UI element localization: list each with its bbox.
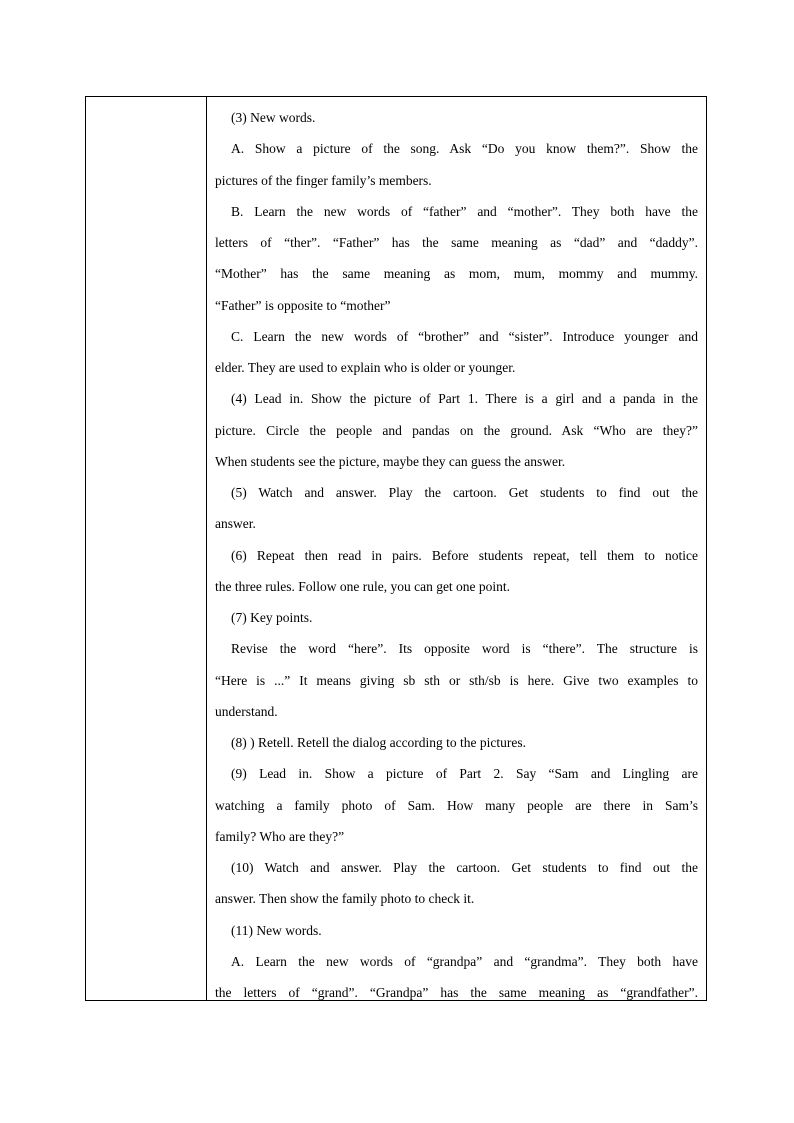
text-line: When students see the picture, maybe they can guess the answer.: [215, 453, 566, 469]
text-line: (5) Watch and answer. Play the cartoon. Get students to find out the: [231, 485, 698, 500]
text-line: C. Learn the new words of “brother” and “sister”. Introduce younger and: [231, 328, 698, 344]
text-line: (3) New words.: [231, 110, 316, 125]
text-line: understand.: [215, 703, 278, 719]
text-line: pictures of the finger family’s members.: [215, 172, 432, 188]
text-line: answer. Then show the family photo to check it.: [215, 891, 475, 907]
table-right-cell: [207, 97, 706, 1000]
text-line: A. Show a picture of the song. Ask “Do you know them?”. Show the: [231, 141, 698, 157]
text-line: picture. Circle the people and pandas on the ground. Ask “Who are they?”: [215, 422, 698, 438]
text-line: the letters of “grand”. “Grandpa” has the same meaning as “grandfather”.: [215, 985, 698, 1000]
text-line: family? Who are they?”: [215, 828, 345, 844]
text-line: answer.: [215, 516, 256, 532]
text-line: the three rules. Follow one rule, you can get one point.: [215, 578, 511, 594]
text-line: Revise the word “here”. Its opposite word is “there”. The structure is: [231, 641, 698, 657]
text-line: (4) Lead in. Show the picture of Part 1. There is a girl and a panda in the: [231, 391, 698, 407]
text-line: watching a family photo of Sam. How many people are there in Sam’s: [215, 797, 698, 813]
text-line: (6) Repeat then read in pairs. Before students repeat, tell them to notice: [231, 547, 698, 563]
text-line: (10) Watch and answer. Play the cartoon. Get students to find out the: [231, 860, 698, 875]
text-line: “Mother” has the same meaning as mom, mum, mommy and mummy.: [215, 266, 698, 282]
table-left-cell: [86, 97, 207, 1000]
text-line: (8) ) Retell. Retell the dialog according to the pictures.: [231, 735, 527, 750]
text-line: A. Learn the new words of “grandpa” and “grandma”. They both have: [231, 953, 698, 969]
text-line: (11) New words.: [231, 922, 322, 938]
lesson-table: [85, 96, 707, 1001]
text-line: “Here is ...” It means giving sb sth or sth/sb is here. Give two examples to: [215, 672, 698, 688]
text-line: (7) Key points.: [231, 610, 313, 625]
text-line: elder. They are used to explain who is older or younger.: [215, 360, 516, 375]
text-line: (9) Lead in. Show a picture of Part 2. Say “Sam and Lingling are: [231, 766, 698, 782]
text-line: “Father” is opposite to “mother”: [215, 297, 391, 313]
text-line: letters of “ther”. “Father” has the same meaning as “dad” and “daddy”.: [215, 235, 698, 250]
text-line: B. Learn the new words of “father” and “mother”. They both have the: [231, 203, 698, 219]
